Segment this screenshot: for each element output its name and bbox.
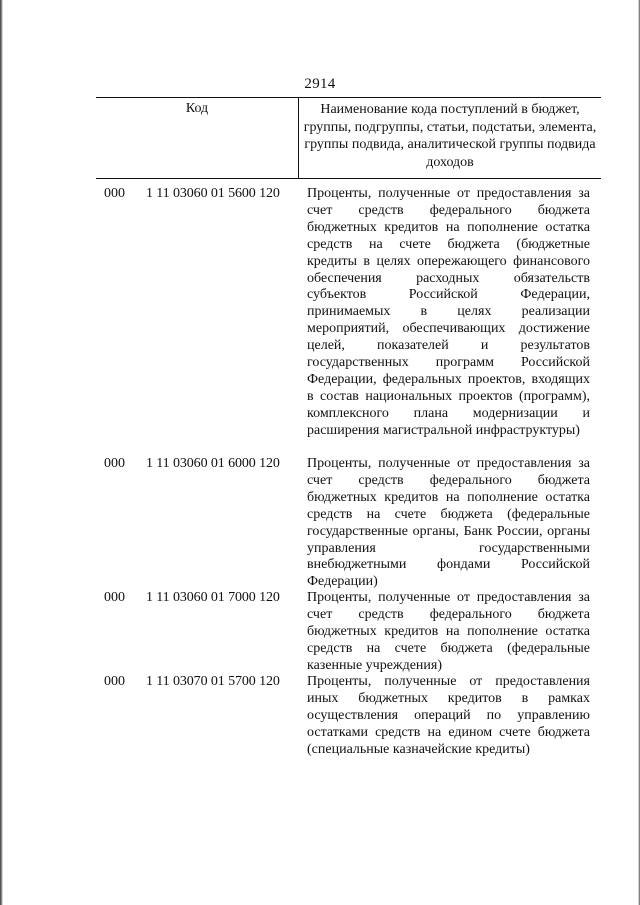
revenue-name: Проценты, полученные от предоставления за счет средств федерального бюджета бюджетных кредитов на пополнение остатка средств на счете бюджета (федеральные казенные учреждения) [307,590,590,673]
admin-code: 000 [104,590,125,605]
admin-code: 000 [104,674,125,689]
revenue-name: Проценты, полученные от предоставления за счет средств федерального бюджета бюджетных кредитов на пополнение остатка средств на счете бюджета (федеральные государственные органы, Банк России, органы управления государственными внебюджетными фондами Российской Федерации) [307,456,590,590]
admin-code: 000 [104,456,125,471]
header-divider [298,98,299,178]
header-name-label: Наименование кода поступлений в бюджет, группы, подгруппы, статьи, подстатьи, элемента, группы подвида, аналитической группы подвида доходов [303,102,597,170]
revenue-code: 1 11 03070 01 5700 120 [146,674,280,689]
revenue-name: Проценты, полученные от предоставления иных бюджетных кредитов в рамках осуществления операций по управлению остатками средств на едином счете бюджета (специальные казначейские кредиты) [307,674,590,757]
revenue-code: 1 11 03060 01 6000 120 [146,456,280,471]
page-number: 2914 [304,76,336,92]
revenue-name: Проценты, полученные от предоставления за счет средств федерального бюджета бюджетных кредитов на пополнение остатка средств на счете бюджета (бюджетные кредиты в целях опережающего финансового обеспечения расходных обязательств субъектов Российской Федерации, принимаемых в целях реализации мероприятий, обеспечивающих достижение целей, показателей и результатов государственных программ Российской Федерации, федеральных проектов, входящих в состав национальных проектов (программ), комплексного плана модернизации и расширения магистральной инфраструктуры) [307,186,590,438]
revenue-code: 1 11 03060 01 7000 120 [146,590,280,605]
header-code-label: Код [185,101,209,116]
scan-edge-left [0,0,3,905]
admin-code: 000 [104,186,125,201]
table-header [96,97,601,179]
revenue-code: 1 11 03060 01 5600 120 [146,186,280,201]
